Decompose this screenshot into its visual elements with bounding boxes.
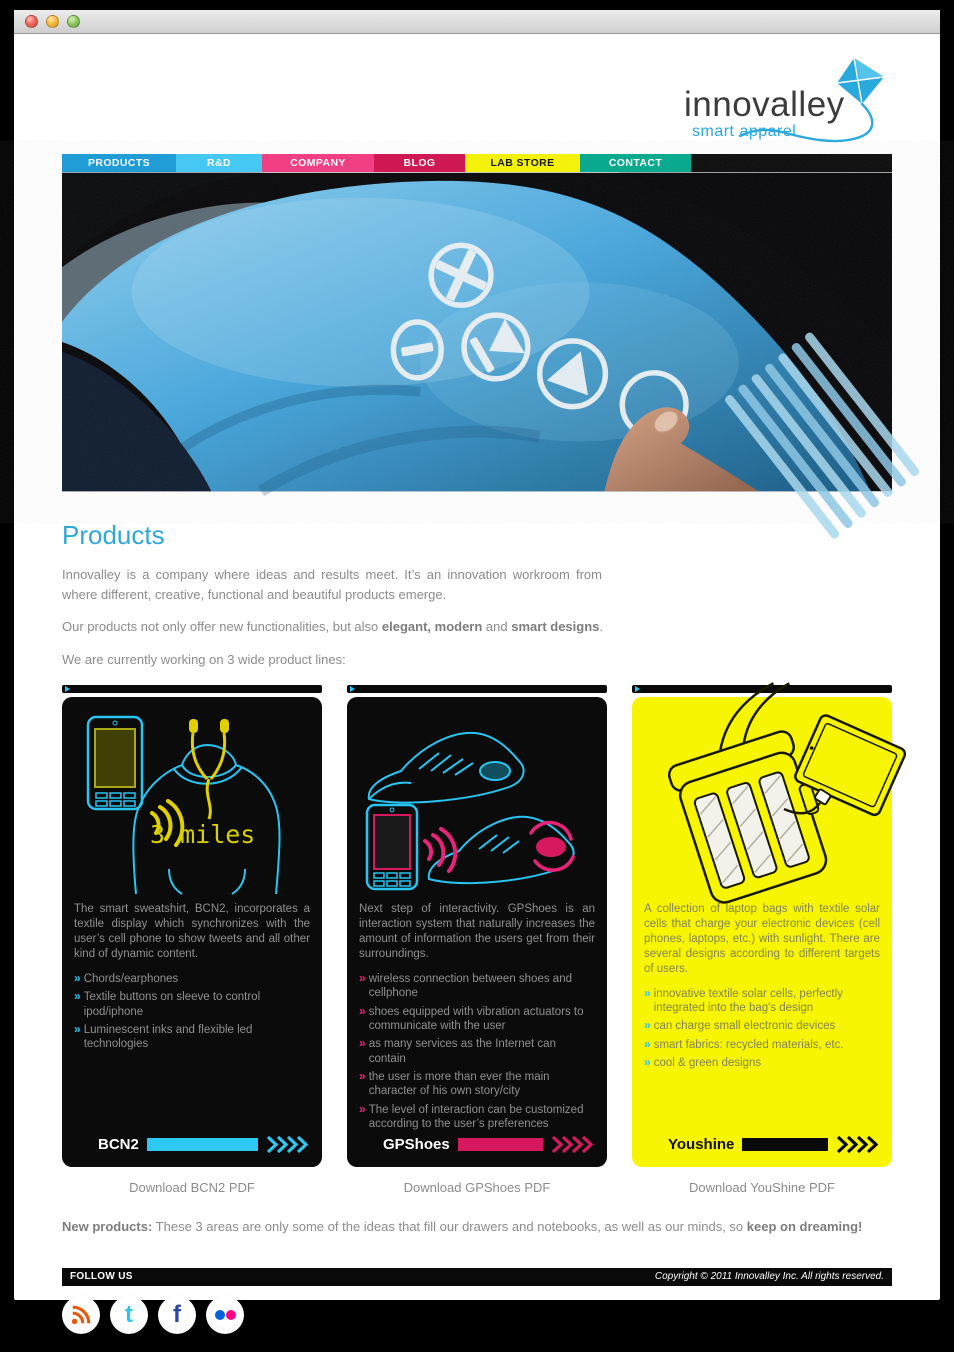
vibration-actuator-icon — [536, 837, 566, 857]
social-links — [62, 1296, 892, 1352]
product-card-gpshoes — [347, 685, 607, 1167]
twitter-link[interactable] — [110, 1296, 148, 1334]
accent-bar — [458, 1138, 543, 1151]
logo-tagline: smart apparel — [692, 123, 797, 140]
textile-display-text: 3 miles — [150, 820, 256, 849]
list-item: » smart fabrics: recycled materials, etc. — [644, 1036, 844, 1051]
download-gpshoes-pdf-link[interactable]: Download GPShoes PDF — [403, 1179, 551, 1195]
rss-link[interactable] — [62, 1296, 100, 1334]
window-titlebar — [14, 10, 940, 34]
page-title: Products — [62, 520, 165, 550]
list-item: » The level of interaction can be customized according to the user’s preferences — [359, 1101, 584, 1131]
innovalley-logo — [682, 54, 892, 146]
chevron-bullet-icon: » — [644, 1036, 651, 1051]
nav-item-rd[interactable]: R&D — [176, 154, 262, 172]
list-item: » Chords/earphones — [74, 970, 179, 985]
list-item: » Luminescent inks and flexible led technologies — [74, 1021, 253, 1051]
card-footer — [644, 1136, 880, 1153]
nav-item-company[interactable]: COMPANY — [262, 154, 374, 172]
product-cards — [62, 685, 892, 1167]
intro-paragraph-2: Our products not only offer new functionalities, but also elegant, modern and smart designs. — [62, 619, 604, 634]
play-marker-icon — [350, 686, 355, 692]
footer-bar — [62, 1268, 892, 1286]
follow-us-label: FOLLOW US — [70, 1271, 133, 1282]
feature-list — [74, 972, 310, 1056]
wifi-waves-icon — [425, 829, 455, 871]
chevron-bullet-icon: » — [644, 985, 651, 1000]
card-description: The smart sweatshirt, BCN2, incorporates a textile display which synchronizes with the user’s cell phone to show tweets and all other kind of dynamic content. — [74, 903, 310, 960]
list-item: » innovative textile solar cells, perfectly integrated into the bag's design — [644, 985, 843, 1015]
list-item: » as many services as the Internet can contain — [359, 1036, 556, 1065]
new-products-note: New products: These 3 areas are only some of the ideas that fill our drawers and notebooks, as well as our minds, so keep on dreaming! — [62, 1218, 863, 1234]
download-links — [62, 1180, 892, 1195]
twitter-icon: t — [125, 1300, 133, 1328]
card-footer — [359, 1136, 595, 1153]
hero-image-sleeve-buttons — [62, 172, 892, 492]
list-item: » wireless connection between shoes and cellphone — [359, 970, 572, 1000]
page-content — [14, 34, 940, 1352]
bcn2-illustration — [74, 709, 310, 894]
arrow-chevrons-icon — [836, 1136, 880, 1153]
chevron-bullet-icon: » — [359, 1101, 366, 1116]
list-item: » can charge small electronic devices — [644, 1018, 836, 1033]
card-top-strip — [347, 685, 607, 693]
chevron-bullet-icon: » — [74, 1021, 81, 1036]
chevron-bullet-icon: » — [359, 1003, 366, 1018]
chevron-bullet-icon: » — [74, 989, 81, 1004]
card-description: Next step of interactivity. GPShoes is an interaction system that naturally increases the amount of information the users get from their surroundings. — [359, 903, 595, 960]
play-marker-icon — [65, 686, 70, 692]
list-item: » Textile buttons on sleeve to control ipod/iphone — [74, 989, 261, 1018]
feature-list — [644, 987, 880, 1075]
nav-item-blog[interactable]: BLOG — [374, 154, 465, 172]
facebook-link[interactable] — [158, 1296, 196, 1334]
youshine-illustration — [644, 709, 880, 894]
list-item: » shoes equipped with vibration actuators to communicate with the user — [359, 1003, 584, 1032]
arrow-chevrons-icon — [551, 1136, 595, 1153]
product-name: GPShoes — [383, 1135, 450, 1153]
chevron-bullet-icon: » — [644, 1018, 651, 1033]
card-description: A collection of laptop bags with textile solar cells that charge your electronic devices (cell phones, laptops, etc.) with sunlight. There are several designs according to different targets of users. — [644, 903, 880, 975]
copyright-text: Copyright © 2011 Innovalley Inc. All rights reserved. — [654, 1271, 884, 1282]
earphones-icon — [189, 719, 229, 819]
flickr-icon — [213, 1308, 237, 1322]
product-card-bcn2 — [62, 685, 322, 1167]
rss-icon — [70, 1304, 92, 1326]
main-nav — [62, 154, 892, 172]
accent-bar — [147, 1138, 258, 1151]
chevron-bullet-icon: » — [644, 1055, 651, 1070]
close-window-button[interactable] — [25, 15, 38, 28]
gpshoes-illustration — [359, 709, 595, 894]
product-name: BCN2 — [98, 1135, 139, 1153]
arrow-chevrons-icon — [266, 1136, 310, 1153]
nav-filler — [691, 154, 892, 172]
minimize-window-button[interactable] — [46, 15, 59, 28]
list-item: » cool & green designs — [644, 1055, 762, 1070]
chevron-bullet-icon: » — [359, 1069, 366, 1083]
card-footer — [74, 1136, 310, 1153]
chevron-bullet-icon: » — [359, 1036, 366, 1051]
download-youshine-pdf-link[interactable]: Download YouShine PDF — [689, 1179, 835, 1195]
phone-icon — [367, 805, 417, 889]
card-top-strip — [62, 685, 322, 693]
zoom-window-button[interactable] — [67, 15, 80, 28]
nav-item-contact[interactable]: CONTACT — [580, 154, 691, 172]
flickr-link[interactable] — [206, 1296, 244, 1334]
facebook-icon: f — [173, 1300, 181, 1328]
logo-name: innovalley — [684, 85, 845, 124]
intro-paragraph-1: Innovalley is a company where ideas and results meet. It’s an innovation workroom from where different, creative, functional and beautiful products emerge. — [62, 567, 602, 602]
feature-list — [359, 972, 595, 1136]
play-marker-icon — [635, 686, 640, 692]
nav-item-lab-store[interactable]: LAB STORE — [465, 154, 580, 172]
accent-bar — [742, 1138, 828, 1151]
phone-icon — [88, 717, 142, 809]
list-item: » the user is more than ever the main character of his own story/city — [359, 1069, 550, 1098]
header — [62, 34, 892, 154]
chevron-bullet-icon: » — [359, 970, 366, 985]
chevron-bullet-icon: » — [74, 970, 81, 985]
intro-paragraph-3: We are currently working on 3 wide product lines: — [62, 651, 346, 667]
download-bcn2-pdf-link[interactable]: Download BCN2 PDF — [129, 1179, 255, 1195]
product-card-youshine — [632, 685, 892, 1167]
nav-item-products[interactable]: PRODUCTS — [62, 154, 176, 172]
browser-window — [14, 10, 940, 1328]
product-name: Youshine — [668, 1135, 735, 1153]
